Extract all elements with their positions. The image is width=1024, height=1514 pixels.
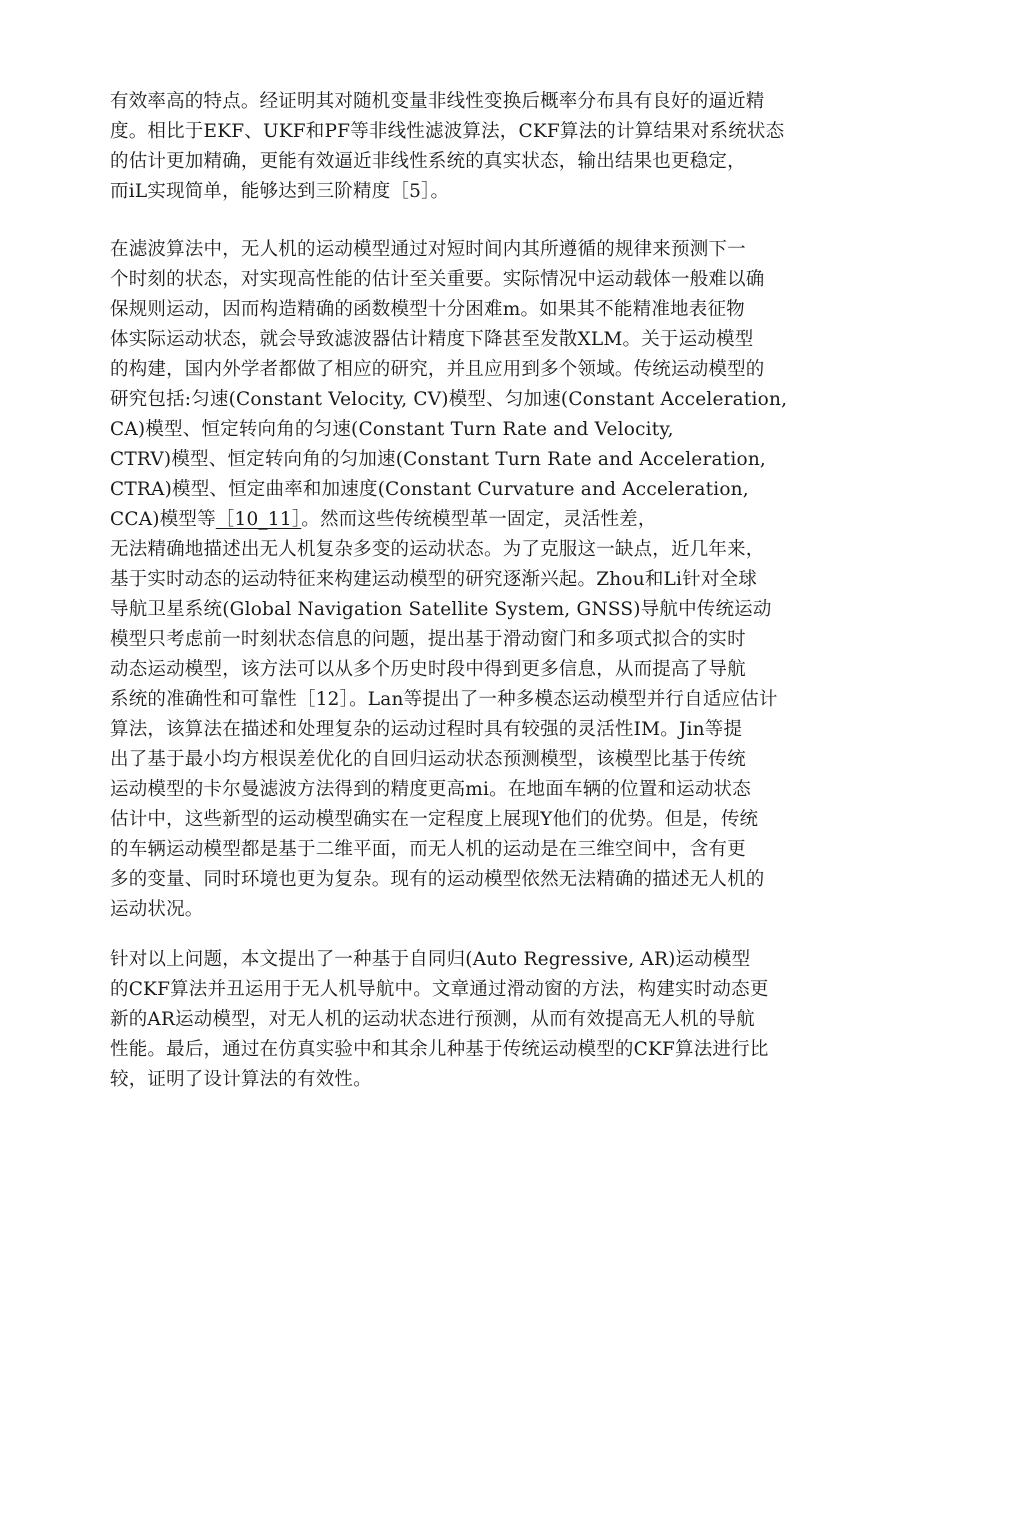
text-line: 出了基于最小均方根误差优化的自回归运动状态预测模型，该模型比基于传统	[110, 749, 746, 770]
text-line: 系统的准确性和可靠性［12］。Lan等提出了一种多模态运动模型并行自适应估计	[110, 689, 778, 710]
text-line: 估计中，这些新型的运动模型确实在一定程度上展现Y他们的优势。但是，传统	[110, 809, 759, 830]
text-line: 的车辆运动模型都是基于二维平面，而无人机的运动是在三维空间中，含有更	[110, 839, 746, 860]
text-line: 多的变量、同时环境也更为复杂。现有的运动模型依然无法精确的描述无人机的	[110, 869, 765, 890]
text-line: 的估计更加精确，更能有效逼近非线性系统的真实状态，输出结果也更稳定，	[110, 151, 746, 172]
text-line: 针对以上问题，本文提出了一种基于自同归(Auto Regressive, AR)运动模型	[110, 949, 751, 970]
text-line-start: CCA)模型等	[110, 509, 216, 530]
text-line: 导航卫星系统(Global Navigation Satellite System, GNSS)导航中传统运动	[110, 599, 772, 620]
text-line: 在滤波算法中，无人机的运动模型通过对短时间内其所遵循的规律来预测下一	[110, 239, 746, 260]
text-line: 体实际运动状态，就会导致滤波器估计精度下降甚至发散XLM。关于运动模型	[110, 329, 754, 350]
paragraph-3	[110, 945, 910, 1095]
text-line: 模型只考虑前一时刻状态信息的问题，提出基于滑动窗门和多项式拟合的实时	[110, 629, 746, 650]
text-line: 运动模型的卡尔曼滤波方法得到的精度更高mi。在地面车辆的位置和运动状态	[110, 779, 751, 800]
text-line: 动态运动模型，该方法可以从多个历史时段中得到更多信息，从而提高了导航	[110, 659, 746, 680]
text-line: 运动状况。	[110, 899, 204, 920]
text-line: 个时刻的状态，对实现高性能的估计至关重要。实际情况中运动载体一般难以确	[110, 269, 765, 290]
text-line: 基于实时动态的运动特征来构建运动模型的研究逐渐兴起。Zhou和Li针对全球	[110, 569, 757, 590]
text-line: 算法，该算法在描述和处理复杂的运动过程时具有较强的灵活性IM。Jin等提	[110, 719, 743, 740]
citation-link[interactable]: ［10_11］	[215, 509, 302, 530]
text-line: 较，证明了设计算法的有效性。	[110, 1069, 372, 1090]
text-line-end: 。然而这些传统模型革一固定，灵活性差，	[301, 509, 657, 530]
text-line: 新的AR运动模型，对无人机的运动状态进行预测，从而有效提高无人机的导航	[110, 1009, 755, 1030]
text-line: 有效率高的特点。经证明其对随机变量非线性变换后概率分布具有良好的逼近精	[110, 91, 765, 112]
paragraph-1	[110, 87, 910, 207]
text-line: CTRV)模型、恒定转向角的匀加速(Constant Turn Rate and Acceleration,	[110, 449, 767, 470]
text-line-with-citation	[110, 505, 910, 535]
text-line: CTRA)模型、恒定曲率和加速度(Constant Curvature and Acceleration,	[110, 479, 749, 500]
text-line: 性能。最后，通过在仿真实验中和其余儿种基于传统运动模型的CKF算法进行比	[110, 1039, 769, 1060]
text-line: 的构建，国内外学者都做了相应的研究，并且应用到多个领域。传统运动模型的	[110, 359, 765, 380]
text-line: CA)模型、恒定转向角的匀速(Constant Turn Rate and Velocity,	[110, 419, 674, 440]
text-line: 而iL实现简单，能够达到三阶精度［5］。	[110, 181, 450, 202]
text-line: 的CKF算法并丑运用于无人机导航中。文章通过滑动窗的方法，构建实时动态更	[110, 979, 769, 1000]
text-line: 研究包括:匀速(Constant Velocity, CV)模型、匀加速(Constant Acceleration,	[110, 389, 788, 410]
text-line: 度。相比于EKF、UKF和PF等非线性滤波算法，CKF算法的计算结果对系统状态	[110, 121, 785, 142]
text-line: 无法精确地描述出无人机复杂多变的运动状态。为了克服这一缺点，近几年来，	[110, 539, 765, 560]
text-line: 保规则运动，因而构造精确的函数模型十分困难m。如果其不能精准地表征物	[110, 299, 745, 320]
paragraph-2	[110, 235, 910, 925]
